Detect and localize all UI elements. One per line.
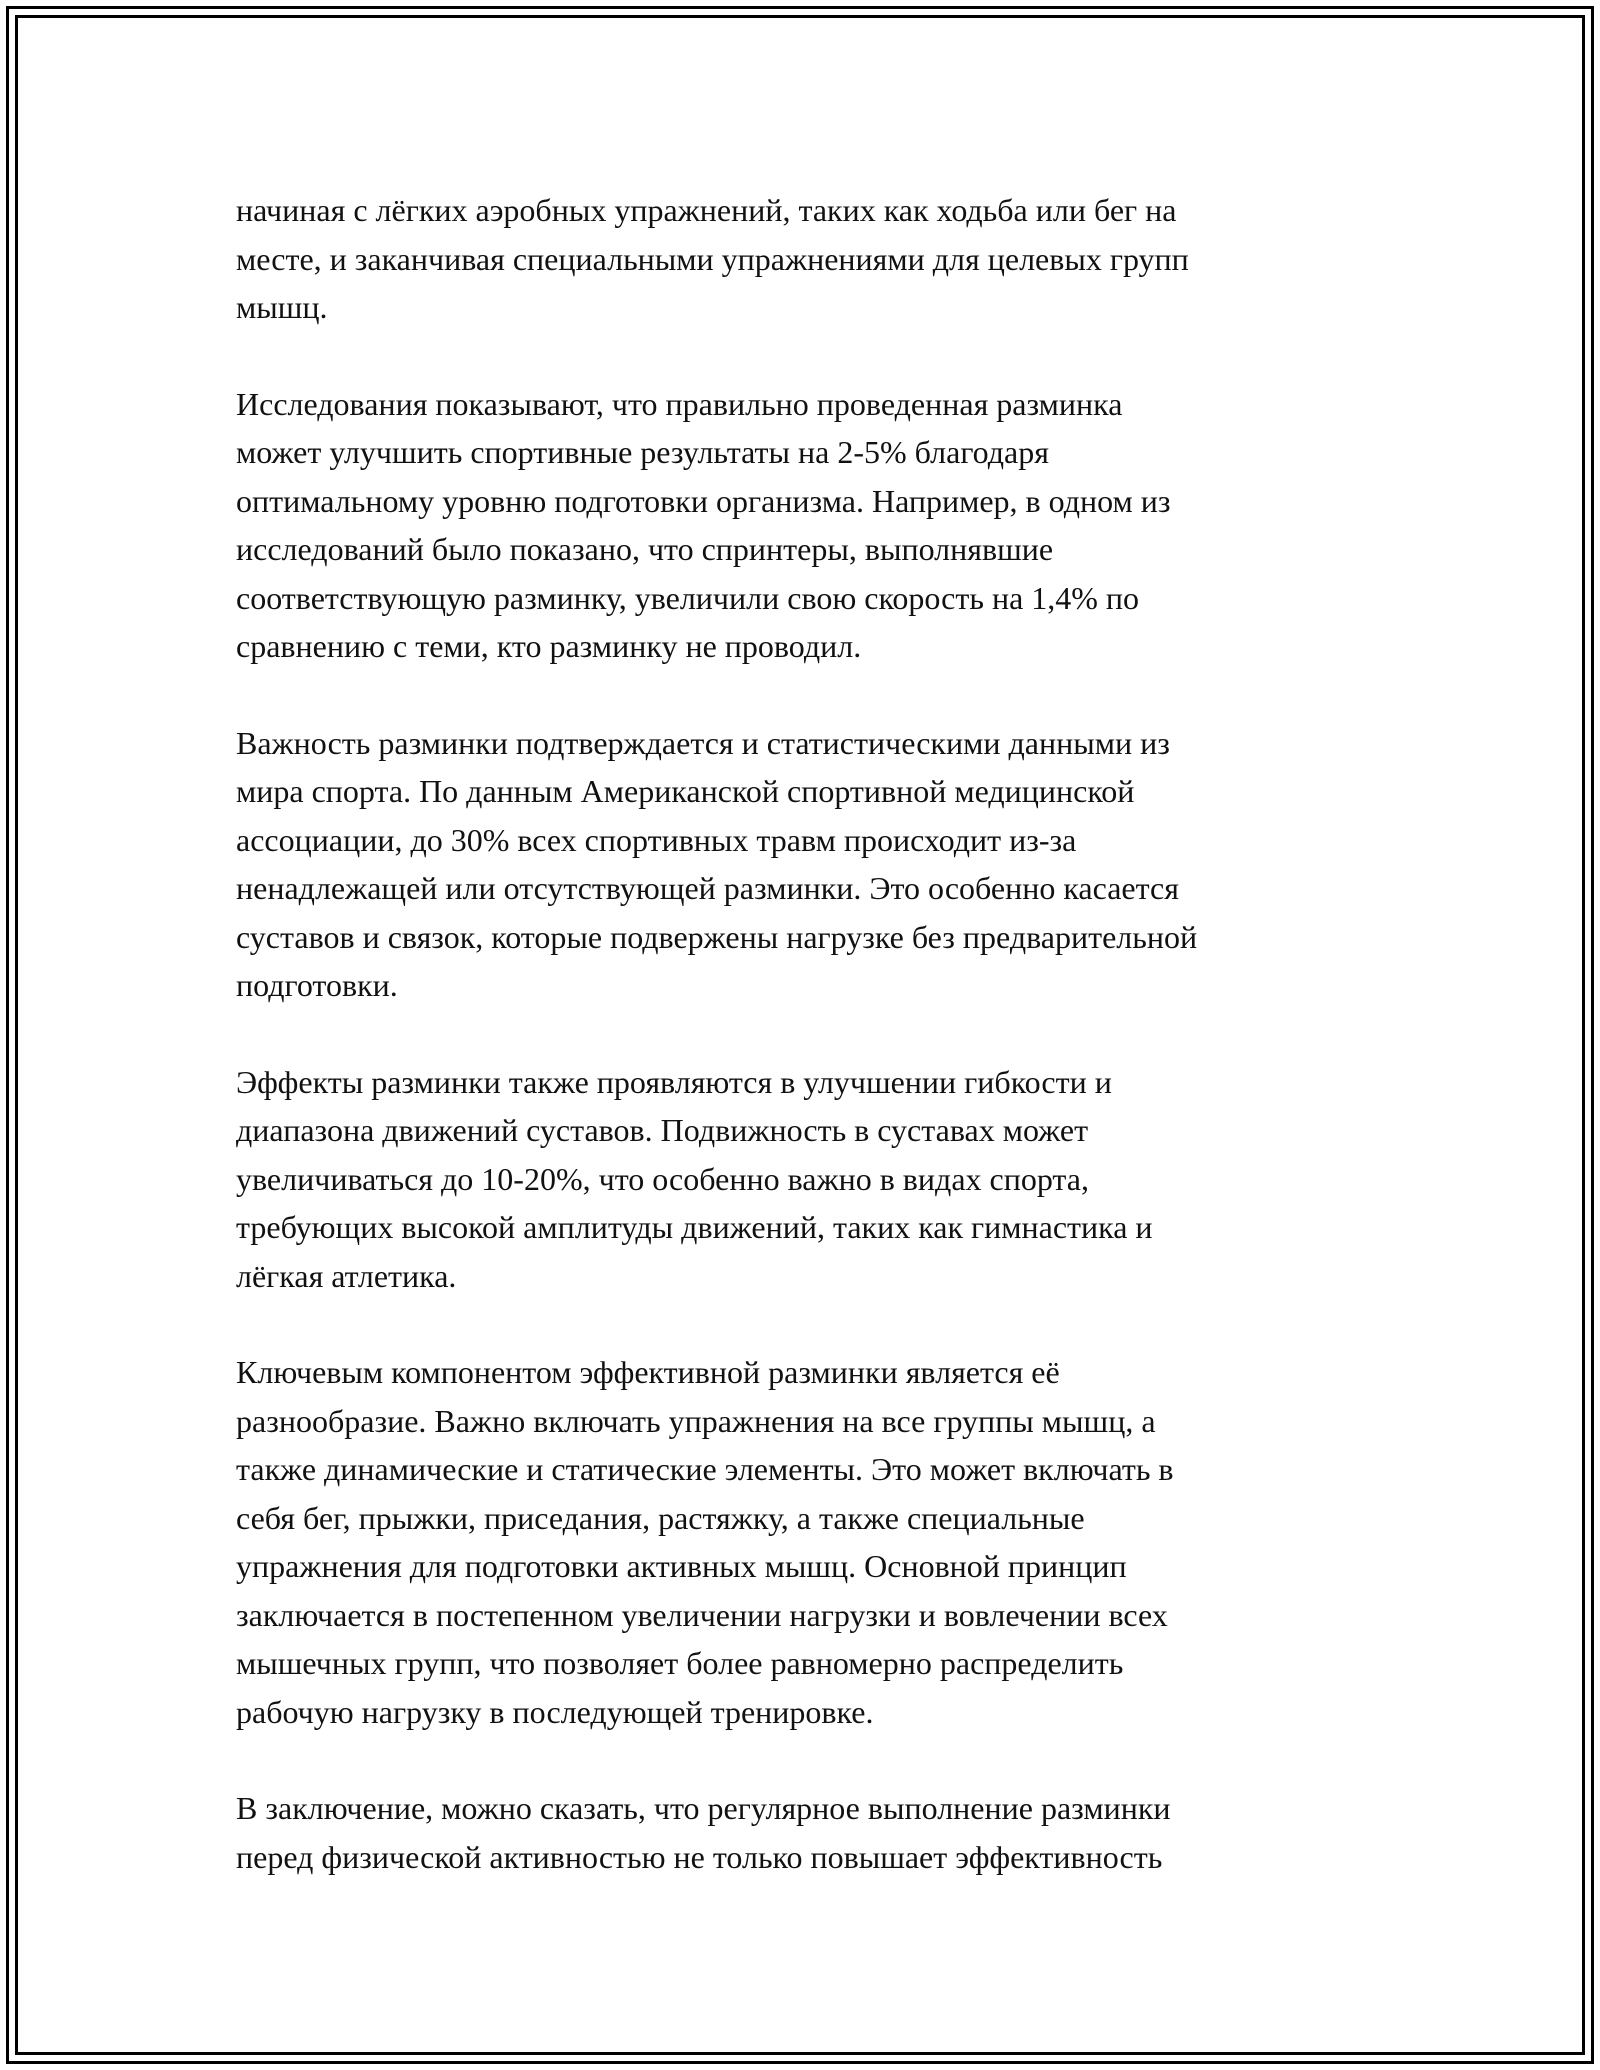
paragraph-conclusion — [236, 1784, 1366, 1881]
text-line: себя бег, прыжки, приседания, растяжку, а также специальные — [236, 1499, 1085, 1536]
text-line: Эффекты разминки также проявляются в улучшении гибкости и — [236, 1063, 1112, 1100]
text-line: исследований было показано, что спринтеры, выполнявшие — [236, 531, 1054, 567]
text-line: мира спорта. По данным Американской спортивной медицинской — [236, 773, 1135, 809]
text-line: требующих высокой амплитуды движений, таких как гимнастика и — [236, 1209, 1153, 1245]
text-line: лёгкая атлетика. — [236, 1257, 457, 1294]
text-line: начиная с лёгких аэробных упражнений, таких как ходьба или бег на — [236, 192, 1177, 228]
text-line: ассоциации, до 30% всех спортивных травм происходит из-за — [236, 821, 1077, 858]
text-line: Исследования показывают, что правильно проведенная разминка — [236, 385, 1123, 422]
paragraph-injury-statistics — [236, 719, 1366, 1010]
text-line: перед физической активностью не только повышает эффективность — [236, 1838, 1163, 1875]
text-line: увеличиваться до 10-20%, что особенно важно в видах спорта, — [236, 1160, 1089, 1197]
text-line: оптимальному уровню подготовки организма. Например, в одном из — [236, 482, 1171, 519]
text-line: также динамические и статические элементы. Это может включать в — [236, 1451, 1174, 1487]
text-line: может улучшить спортивные результаты на 2-5% благодаря — [236, 434, 1049, 470]
text-line: месте, и заканчивая специальными упражнениями для целевых групп — [236, 240, 1189, 277]
text-line: сравнению с теми, кто разминку не проводил. — [236, 628, 862, 664]
text-line: диапазона движений суставов. Подвижность в суставах может — [236, 1112, 1089, 1148]
paragraph-flexibility-effects — [236, 1058, 1366, 1301]
text-line: Важность разминки подтверждается и статистическими данными из — [236, 724, 1170, 761]
text-line: рабочую нагрузку в последующей тренировке. — [236, 1693, 874, 1730]
paragraph-warmup-progression — [236, 186, 1366, 332]
text-line: заключается в постепенном увеличении нагрузки и вовлечении всех — [236, 1596, 1168, 1633]
text-line: мышечных групп, что позволяет более равномерно распределить — [236, 1645, 1124, 1681]
text-line: Ключевым компонентом эффективной разминки является её — [236, 1354, 1060, 1390]
text-line: подготовки. — [236, 967, 398, 1003]
text-line: ненадлежащей или отсутствующей разминки. Это особенно касается — [236, 870, 1179, 906]
document-body — [236, 186, 1366, 1929]
text-line: В заключение, можно сказать, что регулярное выполнение разминки — [236, 1790, 1171, 1826]
text-line: разнообразие. Важно включать упражнения на все группы мышц, а — [236, 1402, 1156, 1439]
text-line: соответствующую разминку, увеличили свою скорость на 1,4% по — [236, 579, 1140, 616]
paragraph-warmup-variety — [236, 1348, 1366, 1736]
text-line: суставов и связок, которые подвержены нагрузке без предварительной — [236, 918, 1198, 955]
paragraph-research-results — [236, 380, 1366, 671]
text-line: мышц. — [236, 289, 328, 325]
text-line: упражнения для подготовки активных мышц. Основной принцип — [236, 1548, 1127, 1584]
